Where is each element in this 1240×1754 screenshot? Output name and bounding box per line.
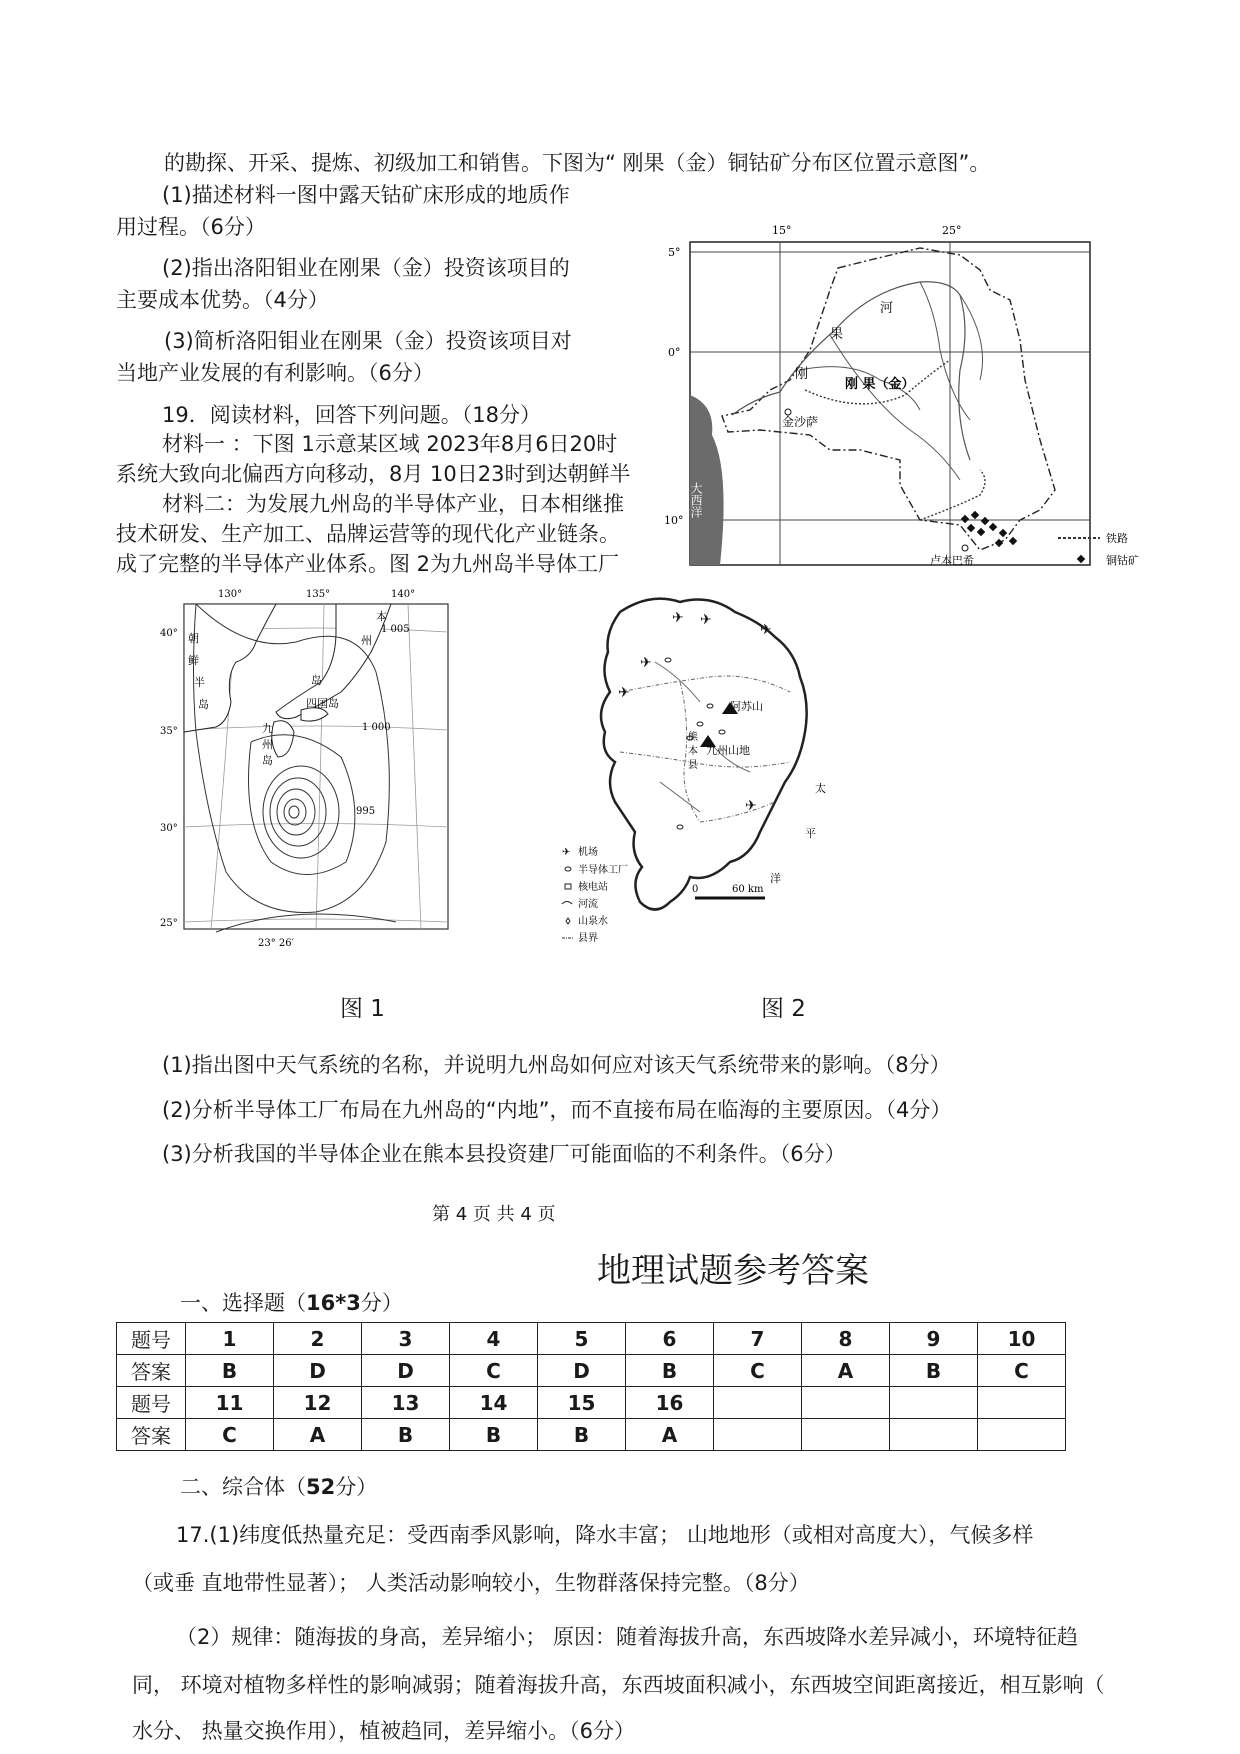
kyushu-char-1: 九 <box>262 722 273 735</box>
svg-text:✈: ✈ <box>672 610 684 626</box>
fig1-lat-30: 30° <box>160 823 178 834</box>
kumamoto-char-2: 本 <box>688 746 698 757</box>
table-cell: A <box>626 1419 714 1451</box>
table-cell: 15 <box>538 1387 626 1419</box>
intro-line: 的勘探、开采、提炼、初级加工和销售。下图为“ 刚果（金）铜钴矿分布区位置示意图”。 <box>164 151 991 175</box>
isobar-995: 995 <box>356 806 376 817</box>
congo-map-svg <box>660 220 1160 580</box>
section1-bold: 16*3 <box>306 1291 361 1315</box>
figure1-svg <box>156 582 456 952</box>
kumamoto-char-3: 县 <box>688 760 698 771</box>
congo-lat-10: 10° <box>664 514 684 527</box>
table-cell: C <box>450 1355 538 1387</box>
table-cell: B <box>626 1355 714 1387</box>
isobar-1000: 1 000 <box>362 722 391 733</box>
q18-2-line1: (2)指出洛阳钼业在刚果（金）投资该项目的 <box>162 256 570 280</box>
section2-heading <box>180 1474 377 1500</box>
aso-label: 阿苏山 <box>730 700 763 713</box>
legend-nuclear: 核电站 <box>578 882 608 893</box>
ocean-label: 大西洋 <box>689 482 703 518</box>
fig1-lon-135: 135° <box>306 589 331 600</box>
answer-17-1-line1: 17.(1)纬度低热量充足：受西南季风影响，降水丰富； 山地地形（或相对高度大），气候多样 <box>176 1523 1034 1547</box>
scale-zero: 0 <box>692 884 699 895</box>
table-cell: B <box>186 1355 274 1387</box>
table-cell: C <box>714 1355 802 1387</box>
section1-heading <box>180 1290 403 1316</box>
congo-lat-0: 0° <box>668 346 681 359</box>
answer-title: 地理试题参考答案 <box>597 1251 869 1291</box>
answer-17-2-line3: 水分、 热量交换作用），植被趋同，差异缩小。（6分） <box>132 1719 636 1743</box>
table-label-a: 答案 <box>117 1419 186 1451</box>
q19-material1-line1: 材料一 ：下图 1示意某区域 2023年8月6日20时 <box>162 432 618 456</box>
congo-map-figure <box>660 220 1160 580</box>
svg-text:✈: ✈ <box>700 612 712 628</box>
fig1-tropic: 23° 26′ <box>258 938 294 949</box>
table-row <box>117 1323 1066 1355</box>
legend-factory: 半导体工厂 <box>578 865 628 876</box>
country-label: 刚 果（金） <box>845 377 915 392</box>
table-label-a: 答案 <box>117 1355 186 1387</box>
table-cell <box>890 1419 978 1451</box>
legend-river: 河流 <box>578 899 598 910</box>
pacific-char-1: 太 <box>815 782 826 795</box>
table-cell <box>978 1419 1066 1451</box>
lubumbashi-label: 卢本巴希 <box>930 554 974 567</box>
table-label-q: 题号 <box>117 1323 186 1355</box>
figure1-caption: 图 1 <box>340 996 385 1022</box>
table-cell: 11 <box>186 1387 274 1419</box>
table-cell: D <box>362 1355 450 1387</box>
table-cell: D <box>538 1355 626 1387</box>
river-label-3: 刚 <box>795 367 809 382</box>
korea-char-4: 岛 <box>198 698 209 711</box>
q19-2: (2)分析半导体工厂布局在九州岛的“内地”，而不直接布局在临海的主要原因。（4分） <box>162 1098 952 1122</box>
table-cell: 16 <box>626 1387 714 1419</box>
table-cell: A <box>802 1355 890 1387</box>
legend-railway: 铁路 <box>1106 532 1128 545</box>
section2-prefix: 二、综合体（ <box>180 1475 306 1499</box>
table-cell: 13 <box>362 1387 450 1419</box>
section1-suffix: 分） <box>360 1291 403 1315</box>
table-cell: 9 <box>890 1323 978 1355</box>
fig1-lon-130: 130° <box>218 589 243 600</box>
svg-text:✈: ✈ <box>745 798 757 814</box>
q18-1-line2: 用过程。（6分） <box>116 215 266 239</box>
isobar-1005: 1 005 <box>381 624 410 635</box>
river-label-1: 河 <box>880 301 894 316</box>
river-label-2: 果 <box>830 327 844 342</box>
svg-text:✈: ✈ <box>562 847 571 858</box>
table-cell <box>802 1387 890 1419</box>
fig1-lon-140: 140° <box>391 589 416 600</box>
table-cell: B <box>890 1355 978 1387</box>
legend-spring: 山泉水 <box>578 916 608 927</box>
table-cell <box>978 1387 1066 1419</box>
kinshasa-label: 金沙萨 <box>782 415 819 429</box>
table-row <box>117 1419 1066 1451</box>
table-cell: C <box>186 1419 274 1451</box>
table-cell: B <box>450 1419 538 1451</box>
table-cell: B <box>538 1419 626 1451</box>
korea-char-2: 鲜 <box>188 654 199 667</box>
table-cell: 14 <box>450 1387 538 1419</box>
table-cell: 5 <box>538 1323 626 1355</box>
table-cell: 1 <box>186 1323 274 1355</box>
figure2-svg <box>560 582 860 952</box>
korea-char-1: 朝 <box>188 632 199 645</box>
table-cell: 6 <box>626 1323 714 1355</box>
table-cell <box>714 1419 802 1451</box>
korea-char-3: 半 <box>194 676 205 689</box>
fig1-lat-35: 35° <box>160 726 178 737</box>
svg-text:✈: ✈ <box>618 685 630 701</box>
fig1-lat-25: 25° <box>160 918 178 929</box>
pacific-char-3: 洋 <box>770 872 781 885</box>
page-footer: 第 4 页 共 4 页 <box>432 1204 556 1225</box>
section2-suffix: 分） <box>335 1475 378 1499</box>
table-cell: C <box>978 1355 1066 1387</box>
table-cell <box>714 1387 802 1419</box>
q18-2-line2: 主要成本优势。（4分） <box>116 288 329 312</box>
table-cell <box>890 1387 978 1419</box>
table-cell: B <box>362 1419 450 1451</box>
honshu-char-3: 岛 <box>311 674 322 687</box>
answer-17-2-line2: 同， 环境对植物多样性的影响减弱；随着海拔升高，东西坡面积减小，东西坡空间距离接近，相互影响（ <box>132 1673 1105 1697</box>
legend-airport: 机场 <box>578 847 598 858</box>
table-cell: 12 <box>274 1387 362 1419</box>
q19-material2-line2: 技术研发、生产加工、品牌运营等的现代化产业链条。 <box>116 522 620 546</box>
section1-prefix: 一、选择题（ <box>180 1291 306 1315</box>
legend-county-border: 县界 <box>578 933 598 944</box>
pacific-char-2: 平 <box>805 827 816 840</box>
table-cell: A <box>274 1419 362 1451</box>
figure2-kyushu-map <box>560 582 860 952</box>
table-row <box>117 1387 1066 1419</box>
q19-material1-line2: 系统大致向北偏西方向移动，8月 10日23时到达朝鲜半 <box>116 462 631 486</box>
q19-1: (1)指出图中天气系统的名称，并说明九州岛如何应对该天气系统带来的影响。（8分） <box>162 1053 951 1077</box>
kyushu-char-3: 岛 <box>262 754 273 767</box>
table-cell: D <box>274 1355 362 1387</box>
shikoku-label: 四国岛 <box>306 697 339 710</box>
kumamoto-char-1: 熊 <box>688 732 698 743</box>
table-cell: 7 <box>714 1323 802 1355</box>
q18-3-line2: 当地产业发展的有利影响。（6分） <box>116 361 434 385</box>
legend-mine: 铜钴矿 <box>1106 554 1139 567</box>
table-cell: 3 <box>362 1323 450 1355</box>
svg-text:✈: ✈ <box>640 655 652 671</box>
table-cell: 2 <box>274 1323 362 1355</box>
table-label-q: 题号 <box>117 1387 186 1419</box>
scale-label: 60 km <box>732 884 764 895</box>
table-cell: 10 <box>978 1323 1066 1355</box>
q19-material2-line3: 成了完整的半导体产业体系。图 2为九州岛半导体工厂 <box>116 552 620 576</box>
figure2-caption: 图 2 <box>761 996 806 1022</box>
kyushu-char-2: 州 <box>262 738 273 751</box>
table-cell: 4 <box>450 1323 538 1355</box>
answer-17-1-line2: （或垂 直地带性显著）； 人类活动影响较小，生物群落保持完整。（8分） <box>132 1571 810 1595</box>
svg-text:✈: ✈ <box>760 622 772 638</box>
answer-table <box>116 1322 1066 1451</box>
table-cell: 8 <box>802 1323 890 1355</box>
q18-1-line1: (1)描述材料一图中露天钴矿床形成的地质作 <box>162 183 570 207</box>
kyushu-mountains-label: 九州山地 <box>706 744 750 757</box>
honshu-char-1: 本 <box>376 610 387 623</box>
congo-lon-15: 15° <box>772 224 792 237</box>
congo-lat-5n: 5° <box>668 246 681 259</box>
figure1-typhoon-map <box>156 582 456 952</box>
table-cell <box>802 1419 890 1451</box>
q19-material2-line1: 材料二：为发展九州岛的半导体产业，日本相继推 <box>162 492 624 516</box>
fig1-lat-40: 40° <box>160 628 178 639</box>
q19-heading: 19．阅读材料，回答下列问题。（18分） <box>162 403 541 427</box>
table-row <box>117 1355 1066 1387</box>
answer-17-2-line1: （2）规律：随海拔的身高，差异缩小； 原因：随着海拔升高，东西坡降水差异减小，环境特征趋 <box>176 1625 1079 1649</box>
q19-3: (3)分析我国的半导体企业在熊本县投资建厂可能面临的不利条件。（6分） <box>162 1142 846 1166</box>
honshu-char-2: 州 <box>361 634 372 647</box>
section2-bold: 52 <box>306 1475 336 1499</box>
q18-3-line1: (3)简析洛阳钼业在刚果（金）投资该项目对 <box>164 329 572 353</box>
congo-lon-25: 25° <box>942 224 962 237</box>
